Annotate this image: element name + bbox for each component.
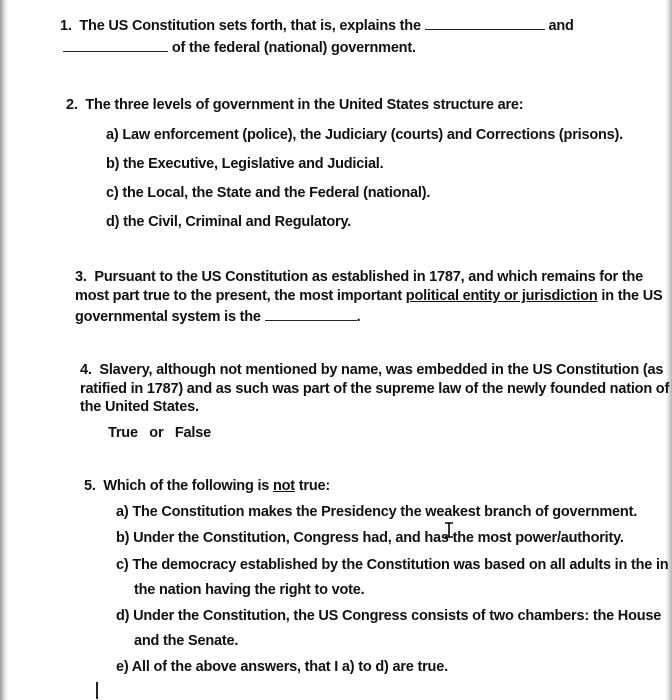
- q1-line-2: [63, 38, 416, 56]
- q5-not-underlined: not: [272, 478, 295, 494]
- q3-number: 3.: [75, 269, 87, 285]
- q1-number: 1.: [60, 18, 72, 34]
- q1-text-b: of the federal (national) government.: [171, 40, 416, 56]
- q2-prompt-text: The three levels of government in the United States structure are:: [85, 97, 524, 113]
- q2-option-a[interactable]: a) Law enforcement (police), the Judiciary (courts) and Corrections (prisons).: [106, 127, 623, 143]
- q5-option-d-line-2: and the Senate.: [134, 633, 239, 649]
- q5-prompt: [84, 478, 330, 494]
- q1-line-1: [60, 16, 574, 34]
- q2-option-d[interactable]: d) the Civil, Criminal and Regulatory.: [106, 214, 352, 230]
- q3-text-3: governmental system is the: [75, 309, 261, 325]
- q2-option-c[interactable]: c) the Local, the State and the Federal (national).: [106, 185, 431, 201]
- q3-period: .: [356, 309, 361, 325]
- q3-text-2b: in the US: [597, 288, 663, 304]
- q2-prompt: [66, 97, 523, 113]
- q4-true-false[interactable]: True or False: [108, 425, 211, 441]
- q4-line-3: the United States.: [80, 399, 199, 415]
- q5-option-c-line-1[interactable]: c) The democracy established by the Constitution was based on all adults in the in: [116, 557, 669, 573]
- q1-blank-2[interactable]: [63, 38, 168, 52]
- q3-text-1: Pursuant to the US Constitution as established in 1787, and which remains for the: [94, 269, 643, 285]
- q2-number: 2.: [66, 97, 78, 113]
- page-edge-right: [666, 0, 672, 700]
- q2-option-b[interactable]: b) the Executive, Legislative and Judicial.: [106, 156, 384, 172]
- page-edge-left: [0, 0, 8, 700]
- q5-option-c-line-2: the nation having the right to vote.: [134, 582, 365, 598]
- q5-number: 5.: [84, 478, 96, 494]
- q3-underlined-term: political entity or jurisdiction: [405, 288, 598, 304]
- q5-prompt-a: Which of the following is: [103, 478, 273, 494]
- q5-option-b[interactable]: b) Under the Constitution, Congress had, and has the most power/authority.: [116, 530, 624, 546]
- q1-blank-1[interactable]: [425, 16, 545, 30]
- text-cursor-icon: [443, 522, 455, 538]
- q3-line-3: [75, 307, 360, 325]
- q5-prompt-b: true:: [294, 478, 330, 494]
- q1-text-a: The US Constitution sets forth, that is, explains the: [79, 18, 421, 34]
- q5-option-d-line-1[interactable]: d) Under the Constitution, the US Congress consists of two chambers: the House: [116, 608, 662, 624]
- q4-line-2: ratified in 1787) and as such was part of the supreme law of the newly founded nation of: [80, 381, 670, 397]
- q4-number: 4.: [80, 362, 92, 378]
- q3-text-2a: most part true to the present, the most important: [75, 288, 406, 304]
- q1-and: and: [548, 18, 574, 34]
- q4-line-1: [80, 362, 663, 378]
- text-caret: [96, 682, 98, 699]
- q5-option-e[interactable]: e) All of the above answers, that I a) to d) are true.: [116, 659, 448, 675]
- q3-line-1: [75, 269, 643, 285]
- q3-blank[interactable]: [265, 307, 357, 321]
- q5-option-a[interactable]: a) The Constitution makes the Presidency the weakest branch of government.: [116, 504, 638, 520]
- q3-line-2: [75, 288, 662, 304]
- q4-text-1: Slavery, although not mentioned by name, was embedded in the US Constitution (as: [99, 362, 664, 378]
